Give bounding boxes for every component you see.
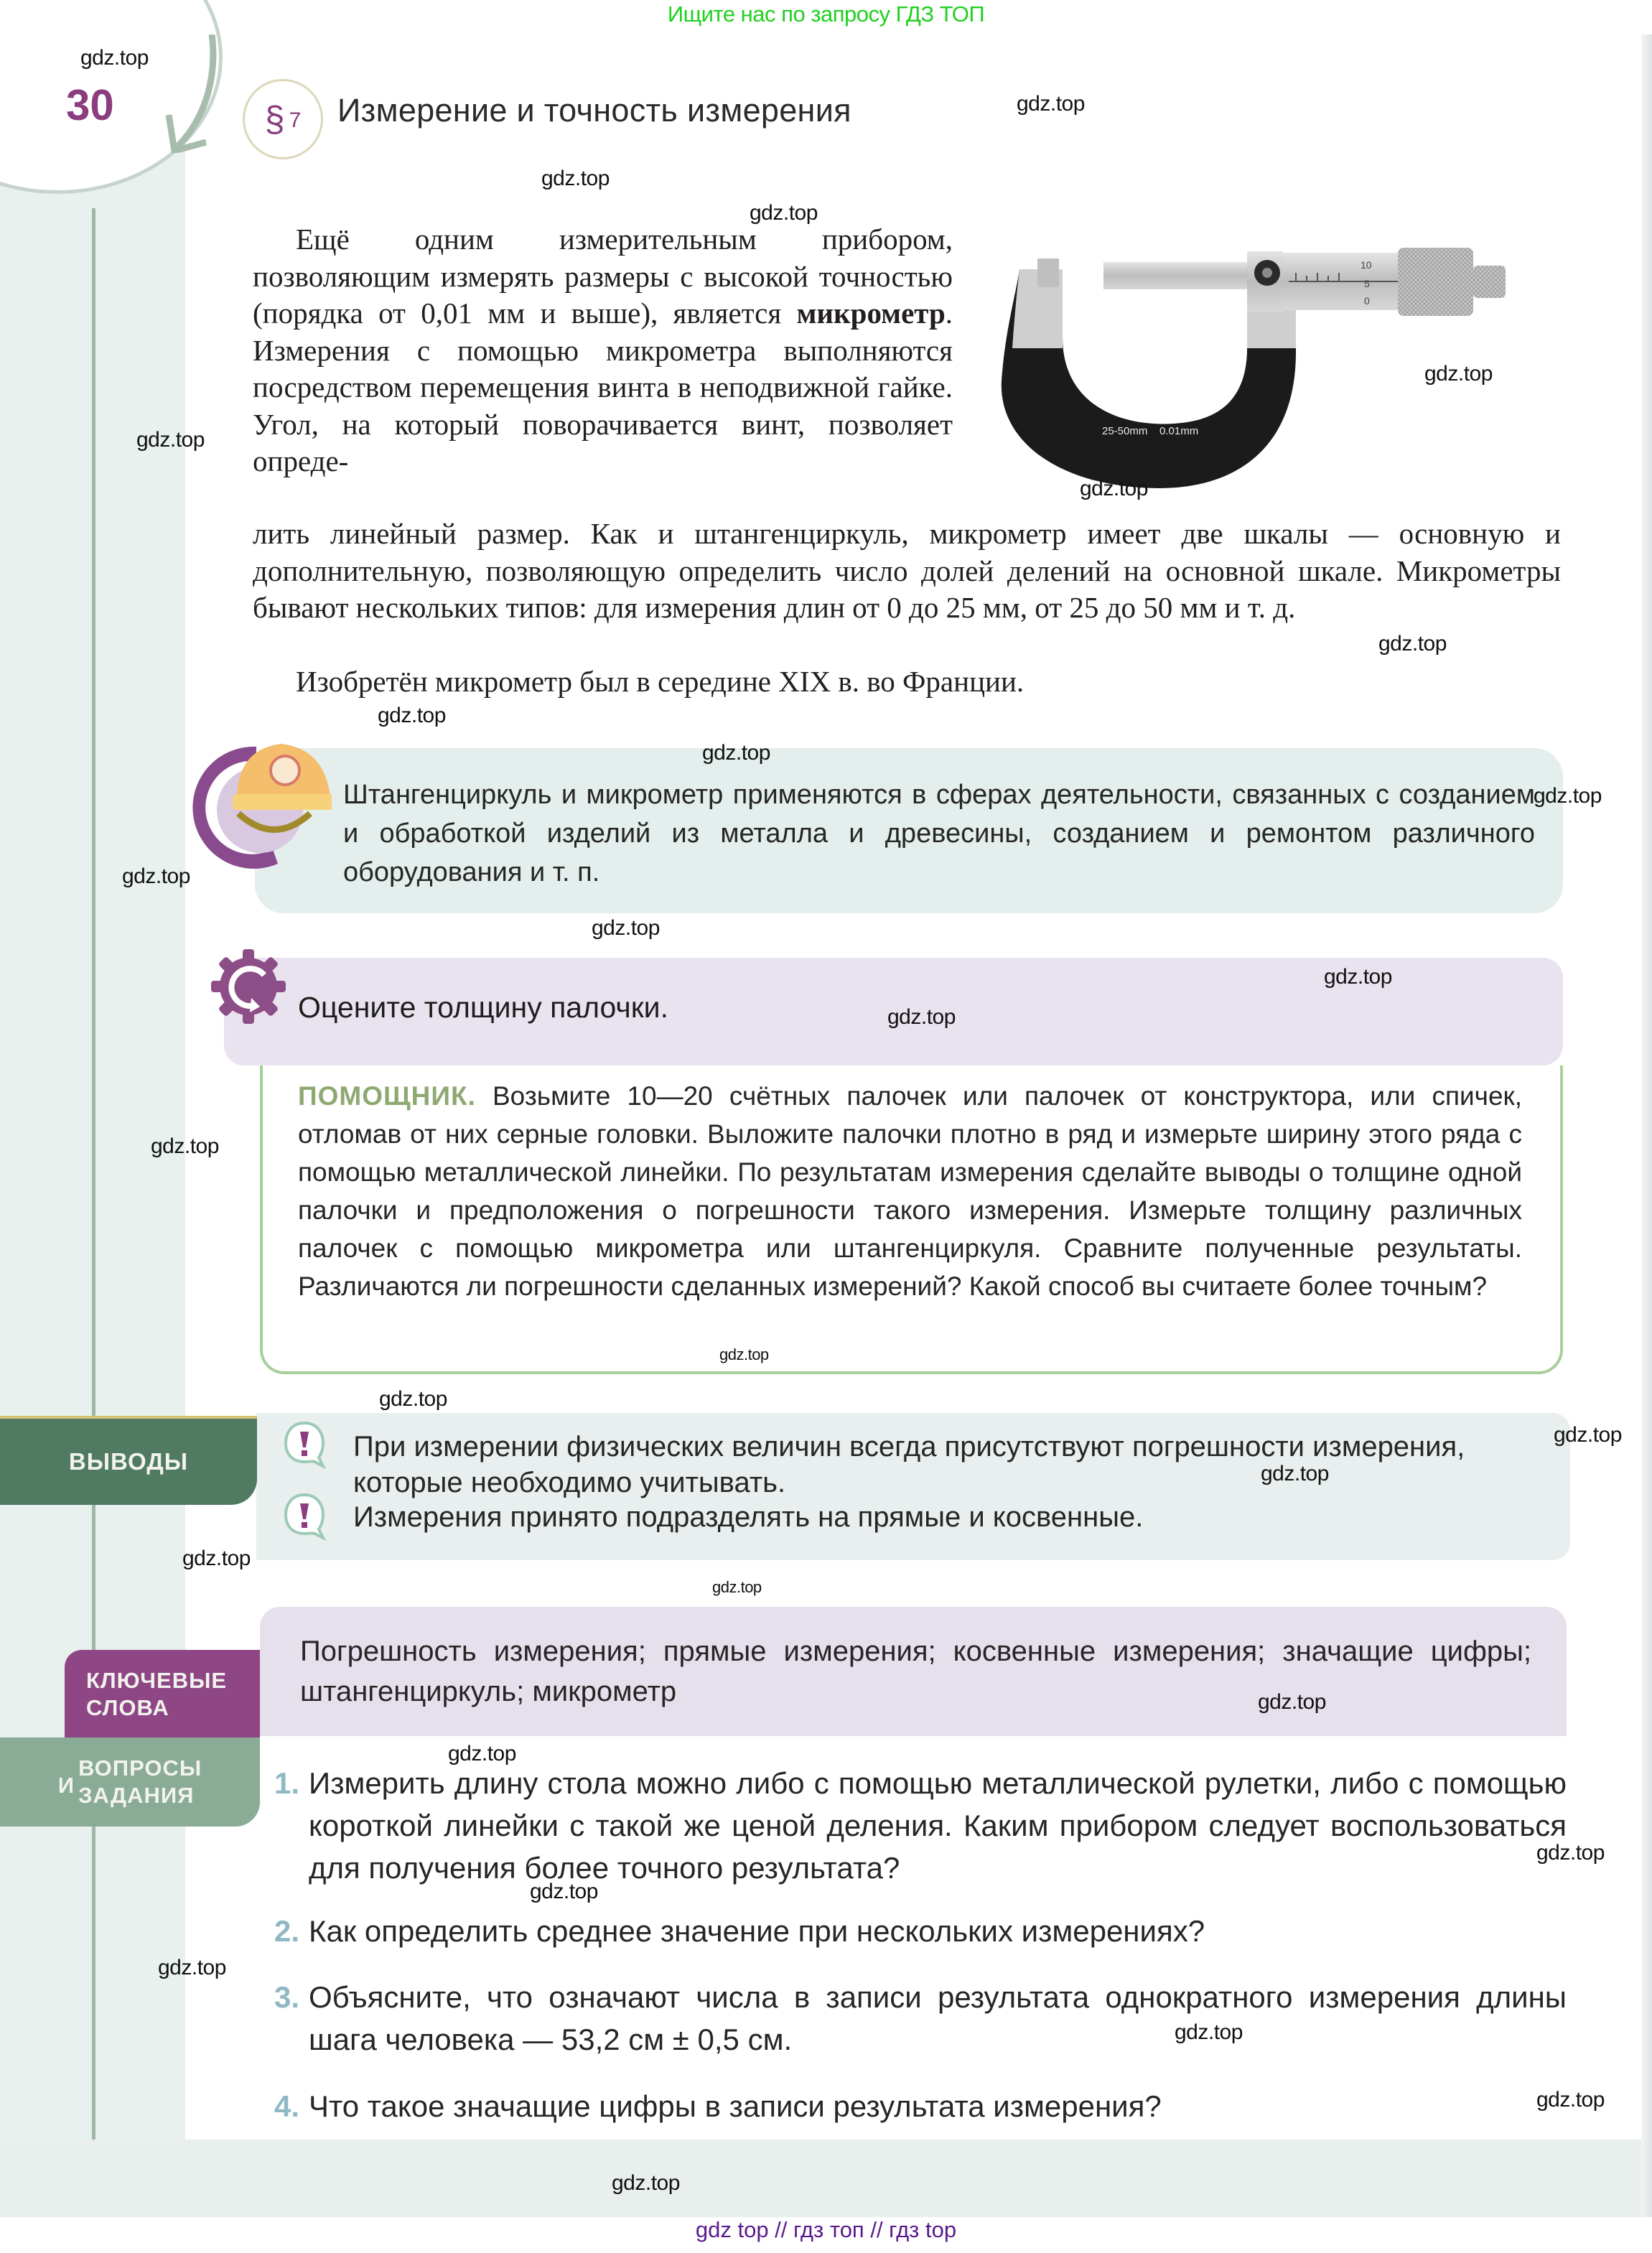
helper-paragraph (298, 1077, 1522, 1305)
watermark: gdz.top (448, 1742, 516, 1765)
conclusions-tab (0, 1416, 257, 1505)
watermark: gdz.top (1534, 784, 1602, 808)
helper-label: ПОМОЩНИК. (298, 1081, 476, 1111)
svg-text:25-50mm: 25-50mm (1102, 425, 1148, 437)
watermark: gdz.top (1536, 2088, 1605, 2112)
watermark: gdz.top (712, 1578, 762, 1596)
intro-paragraph (253, 221, 953, 480)
question-item (274, 1910, 1567, 1952)
question-number: 3. (274, 1980, 300, 2014)
exclamation-bubble-icon (283, 1420, 326, 1469)
question-number: 1. (274, 1766, 300, 1800)
page-edge (1641, 34, 1652, 2217)
question-number: 2. (274, 1914, 300, 1948)
question-number: 4. (274, 2089, 300, 2123)
question-text: Как определить среднее значение при нескольких измерениях? (309, 1914, 1205, 1948)
conclusion-item: При измерении физических величин всегда присутствуют погрешности измерения, которые необходимо учитывать. (353, 1431, 1465, 1498)
page-title: Измерение и точность измерения (337, 92, 851, 129)
watermark: gdz.top (182, 1547, 251, 1570)
section-symbol: § (264, 99, 285, 139)
watermark: gdz.top (530, 1880, 598, 1903)
svg-text:10: 10 (1361, 259, 1372, 271)
keywords-label-line1: КЛЮЧЕВЫЕ (86, 1668, 228, 1693)
watermark: gdz.top (541, 167, 610, 190)
watermark: gdz.top (122, 864, 190, 888)
svg-text:5: 5 (1364, 278, 1370, 289)
watermark: gdz.top (750, 201, 818, 225)
watermark: gdz.top (1378, 632, 1447, 656)
watermark: gdz.top (612, 2171, 680, 2195)
page-number: 30 (66, 81, 114, 129)
watermark: gdz.top (379, 1387, 447, 1411)
question-text: Что такое значащие цифры в записи результата измерения? (309, 2089, 1162, 2123)
watermark: gdz.top (719, 1345, 769, 1363)
watermark: gdz.top (1261, 1462, 1329, 1485)
watermark: gdz.top (158, 1956, 226, 1979)
questions-tab (0, 1737, 260, 1827)
bottom-shade (0, 2140, 1641, 2217)
watermark: gdz.top (1554, 1423, 1622, 1447)
watermark: gdz.top (1080, 477, 1148, 500)
watermark: gdz.top (1175, 2020, 1243, 2044)
exclamation-bubble-icon (283, 1492, 326, 1541)
question-item (274, 1762, 1567, 1889)
watermark: gdz.top (1258, 1690, 1326, 1714)
watermark: gdz.top (592, 916, 660, 940)
keywords-label-line2: СЛОВА (86, 1695, 169, 1720)
intro-text: Ещё одним измерительным прибором, позволяющим измерять размеры с высокой точностью (порядка от 0,01 мм и выше), является (253, 223, 953, 330)
question-text: Измерить длину стола можно либо с помощью металлической рулетки, либо с помощью короткой линейки с такой же ценой деления. Каким прибором следует воспользоваться для получения более точного результата? (309, 1766, 1567, 1885)
keywords-tab (65, 1650, 260, 1739)
bottom-banner: gdz top // гдз топ // гдз top (695, 2217, 957, 2242)
watermark: gdz.top (1017, 92, 1085, 116)
hard-hat-icon (188, 731, 332, 874)
questions-label-prefix: И (57, 1773, 75, 1798)
task-title: Оцените толщину палочки. (298, 991, 668, 1024)
question-item (274, 2085, 1567, 2127)
watermark: gdz.top (136, 428, 205, 452)
keywords-text: Погрешность измерения; прямые измерения; косвенные измерения; значащие цифры; штангенциркуль; микрометр (300, 1636, 1531, 1707)
intro-paragraph-continued: лить линейный размер. Как и штангенциркуль, микрометр имеет две шкалы — основную и дополнительную, позволяющую определить число долей делений на основной шкале. Микрометры бывают нескольких типов: для измерения длин от 0 до 25 мм, от 25 до 50 мм и т. д. (253, 517, 1561, 624)
watermark: gdz.top (887, 1005, 956, 1029)
conclusion-item: Измерения принято подразделять на прямые и косвенные. (353, 1501, 1144, 1533)
curved-arrow-icon (162, 34, 233, 153)
gutter-line (92, 208, 95, 2211)
watermark: gdz.top (378, 704, 446, 727)
top-banner: Ищите нас по запросу ГДЗ ТОП (667, 1, 985, 27)
intro-text-cont: . Измерения с помощью микрометра выполняются посредством перемещения винта в неподвижной гайке. Угол, на который поворачивается винт, позволяет опреде- (253, 297, 953, 477)
watermark: gdz.top (80, 46, 149, 70)
svg-text:0: 0 (1364, 295, 1370, 307)
section-badge (243, 79, 323, 159)
watermark: gdz.top (1536, 1841, 1605, 1865)
section-number: 7 (289, 108, 302, 132)
question-text: Объясните, что означают числа в записи результата однократного измерения длины шага человека — 53,2 см ± 0,5 см. (309, 1980, 1567, 2056)
watermark: gdz.top (151, 1134, 219, 1158)
bold-term: микрометр (796, 297, 946, 330)
history-paragraph: Изобретён микрометр был в середине XIX в. во Франции. (296, 665, 1025, 698)
helper-text: Возьмите 10—20 счётных палочек или палочек от конструктора, или спичек, отломав от них серные головки. Выложите палочки плотно в ряд и измерьте ширину этого ряда с помощью металлической линейки. По результатам измерения сделайте выводы о толщине одной палочки и предположения о погрешности такого измерения. Измерьте толщину различных палочек с помощью микрометра или штангенциркуля. Сравните полученные результаты. Различаются ли погрешности сделанных измерений? Какой способ вы считаете более точным? (298, 1081, 1522, 1301)
questions-label-line2: ЗАДАНИЯ (78, 1783, 195, 1808)
watermark: gdz.top (1324, 965, 1392, 989)
info-text: Штангенциркуль и микрометр применяются в сферах деятельности, связанных с созданием и обработкой изделий из металла и древесины, созданием и ремонтом различного оборудования и т. п. (343, 780, 1535, 887)
micrometer-illustration (987, 215, 1576, 495)
gear-cycle-icon (208, 946, 289, 1027)
conclusions-label: ВЫВОДЫ (68, 1448, 189, 1475)
question-item (274, 1976, 1567, 2061)
svg-text:0.01mm: 0.01mm (1159, 425, 1199, 437)
questions-label-line1: ВОПРОСЫ (78, 1755, 202, 1781)
watermark: gdz.top (702, 741, 770, 765)
watermark: gdz.top (1424, 362, 1493, 386)
